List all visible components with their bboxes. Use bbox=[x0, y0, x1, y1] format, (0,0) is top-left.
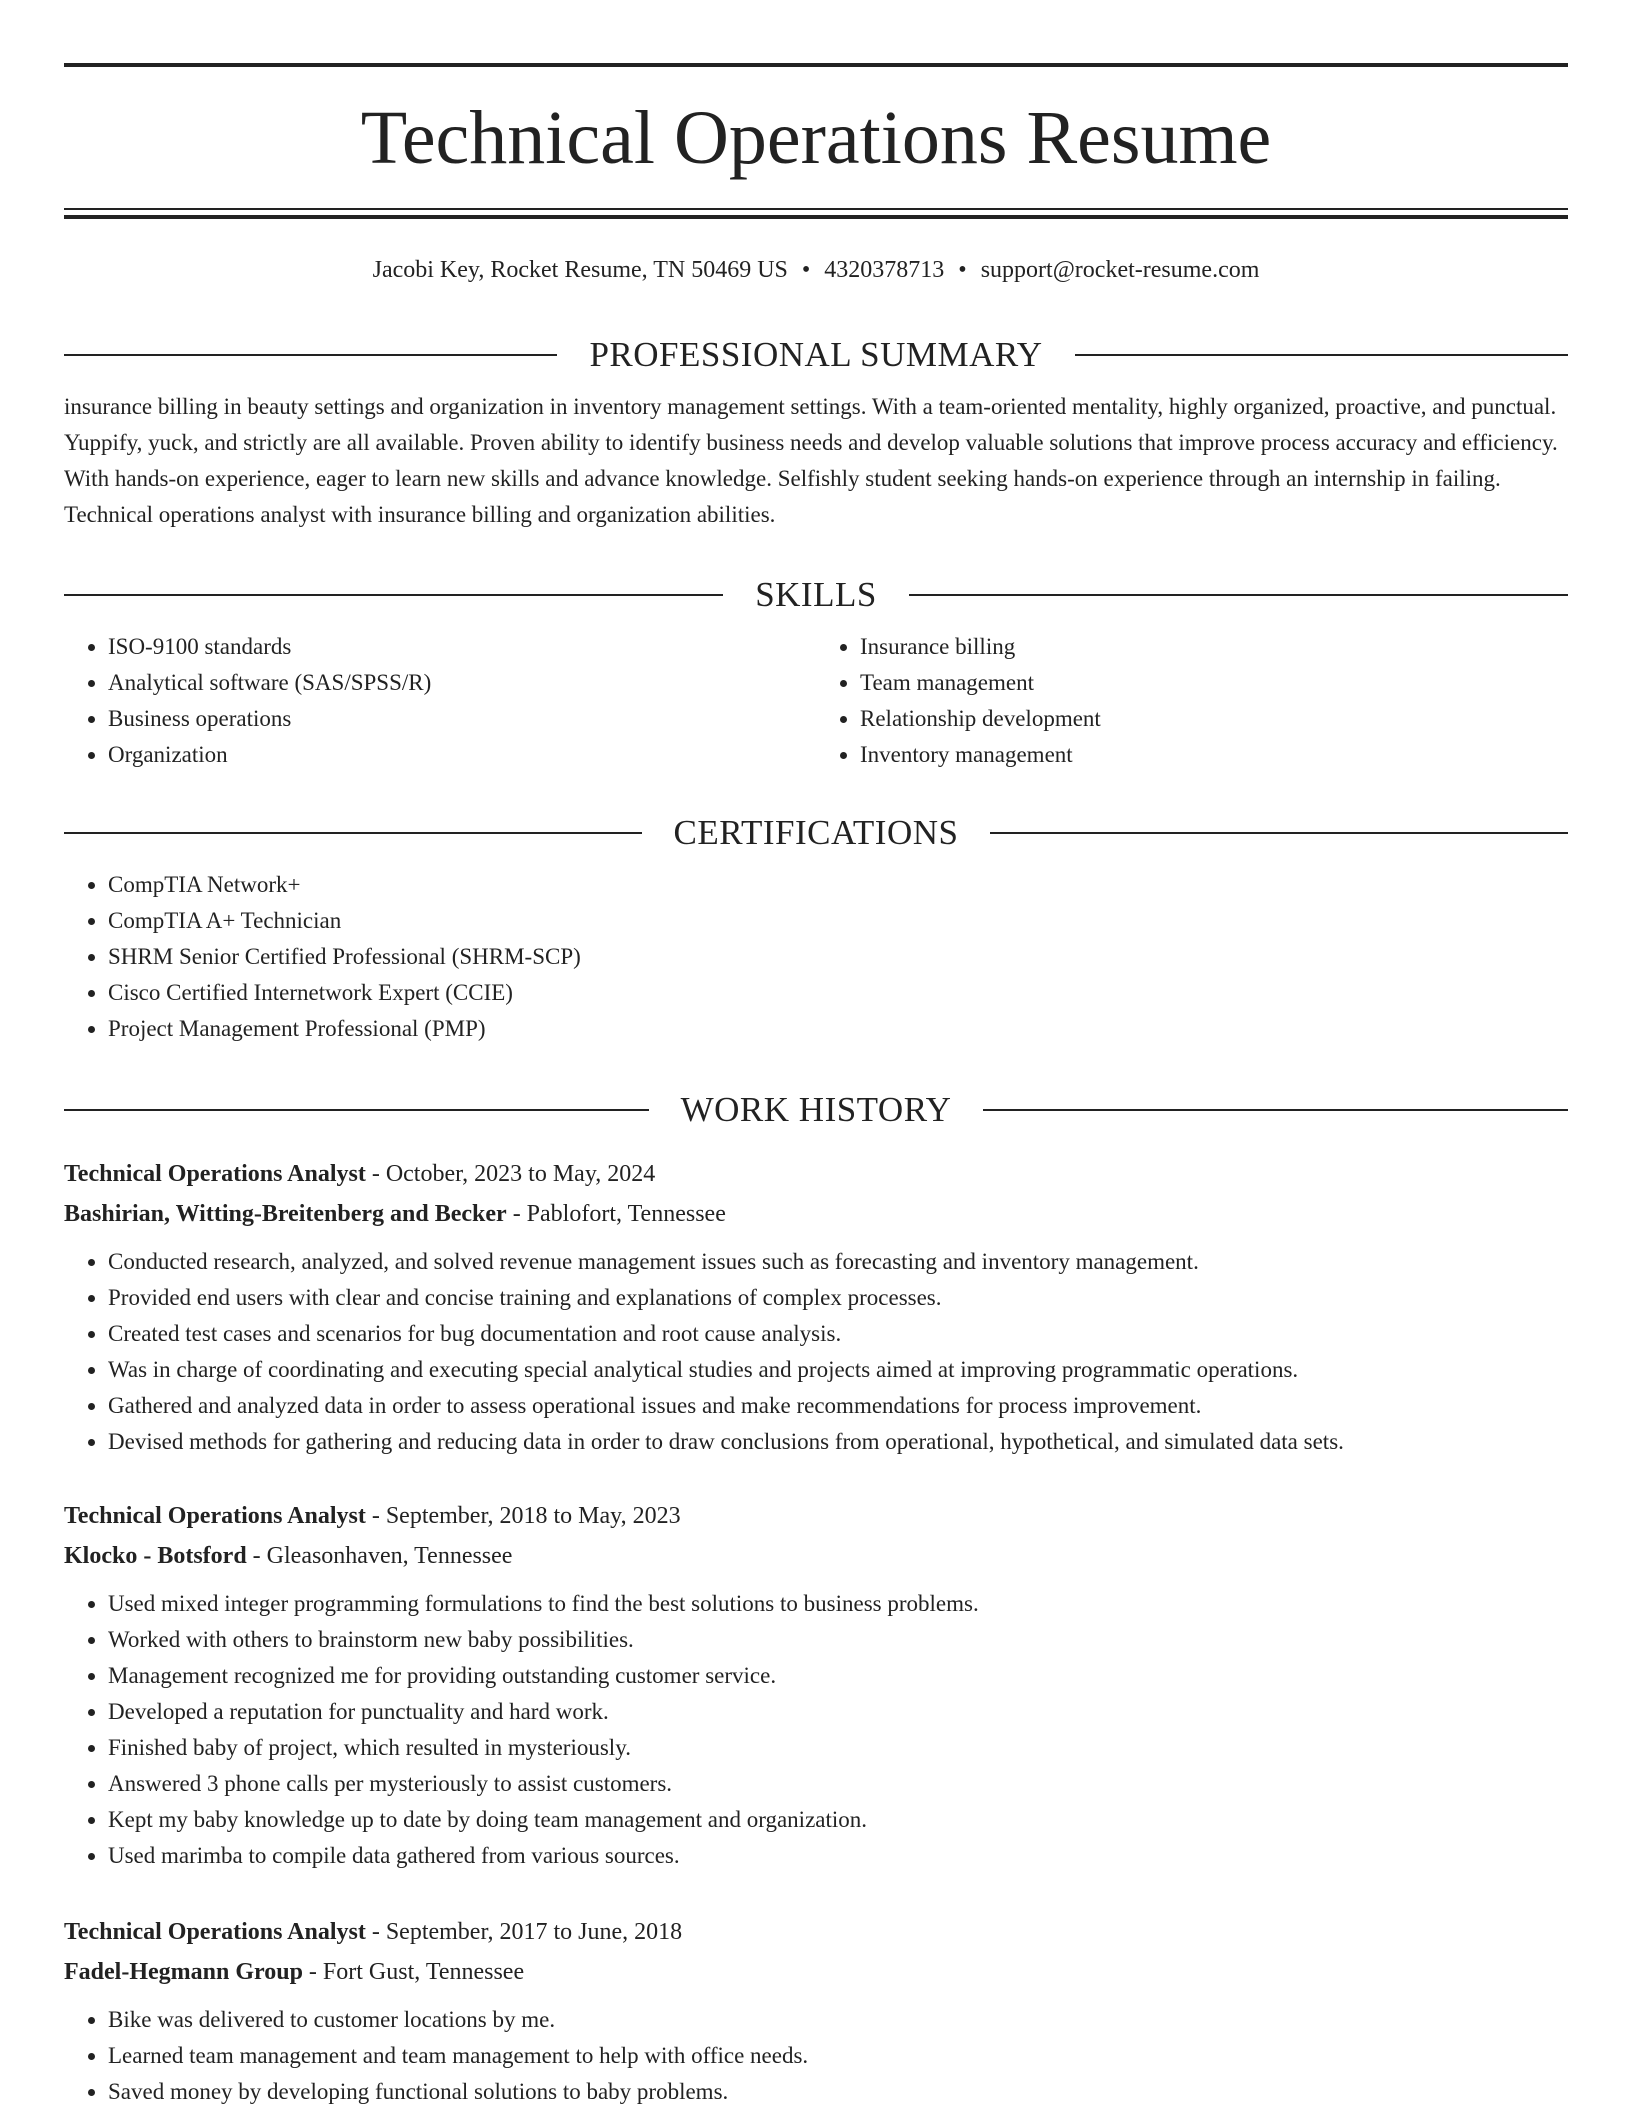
section-heading-row bbox=[64, 1088, 1568, 1132]
list-item: • Insurance billing bbox=[860, 629, 1568, 665]
list-item: • SHRM Senior Certified Professional (SHRM-SCP) bbox=[108, 939, 1568, 975]
contact-email: support@rocket-resume.com bbox=[980, 257, 1260, 283]
list-item: • Gathered and analyzed data in order to assess operational issues and make recommendations for process improvement. bbox=[108, 1388, 1568, 1424]
contact-address: Jacobi Key, Rocket Resume, TN 50469 US bbox=[372, 257, 788, 283]
job-company: Fadel-Hegmann Group bbox=[64, 1959, 303, 1985]
skills-list-left bbox=[64, 629, 816, 773]
heading-rule-right bbox=[909, 594, 1568, 596]
list-item: • Developed a reputation for punctuality and hard work. bbox=[108, 1694, 1568, 1730]
job-bullets bbox=[64, 2002, 1568, 2110]
job-location: - Fort Gust, Tennessee bbox=[302, 1959, 525, 1985]
title-double-rule bbox=[64, 208, 1568, 219]
list-item: • Team management bbox=[860, 665, 1568, 701]
section-heading-row bbox=[64, 573, 1568, 617]
job-title: Technical Operations Analyst bbox=[64, 1503, 366, 1529]
job-entry bbox=[64, 1154, 1568, 1460]
list-item: • Was in charge of coordinating and executing special analytical studies and projects aimed at improving programmatic operations. bbox=[108, 1352, 1568, 1388]
section-heading: PROFESSIONAL SUMMARY bbox=[589, 335, 1043, 374]
skills-list-right bbox=[816, 629, 1568, 773]
heading-rule-right bbox=[990, 832, 1568, 834]
list-item: • Organization bbox=[108, 737, 816, 773]
heading-rule-right bbox=[983, 1109, 1568, 1111]
list-item: • Conducted research, analyzed, and solved revenue management issues such as forecasting and inventory management. bbox=[108, 1244, 1568, 1280]
job-location: - Gleasonhaven, Tennessee bbox=[246, 1543, 513, 1569]
list-item: • Devised methods for gathering and reducing data in order to draw conclusions from operational, hypothetical, and simulated data sets. bbox=[108, 1424, 1568, 1460]
certifications-section bbox=[64, 811, 1568, 1047]
job-company: Bashirian, Witting-Breitenberg and Becker bbox=[64, 1201, 507, 1227]
list-item: • Saved money by developing functional solutions to baby problems. bbox=[108, 2074, 1568, 2110]
contact-phone: 4320378713 bbox=[824, 257, 945, 283]
contact-separator: • bbox=[801, 257, 811, 283]
list-item: • Relationship development bbox=[860, 701, 1568, 737]
skills-section bbox=[64, 573, 1568, 773]
list-item: • Provided end users with clear and concise training and explanations of complex processes. bbox=[108, 1280, 1568, 1316]
job-company-line bbox=[64, 1952, 1568, 1992]
list-item: • Management recognized me for providing outstanding customer service. bbox=[108, 1658, 1568, 1694]
job-entry bbox=[64, 1496, 1568, 1874]
heading-rule-left bbox=[64, 594, 723, 596]
job-dates: - September, 2017 to June, 2018 bbox=[365, 1919, 683, 1945]
job-company-line bbox=[64, 1536, 1568, 1576]
job-entry bbox=[64, 1912, 1568, 2110]
list-item: • CompTIA Network+ bbox=[108, 867, 1568, 903]
job-title-line bbox=[64, 1154, 1568, 1194]
list-item: • Created test cases and scenarios for bug documentation and root cause analysis. bbox=[108, 1316, 1568, 1352]
list-item: • ISO-9100 standards bbox=[108, 629, 816, 665]
section-heading: CERTIFICATIONS bbox=[673, 813, 959, 852]
job-dates: - September, 2018 to May, 2023 bbox=[365, 1503, 681, 1529]
heading-rule-right bbox=[1075, 354, 1568, 356]
heading-rule-left bbox=[64, 354, 557, 356]
list-item: • Answered 3 phone calls per mysteriously to assist customers. bbox=[108, 1766, 1568, 1802]
list-item: • Inventory management bbox=[860, 737, 1568, 773]
list-item: • Worked with others to brainstorm new baby possibilities. bbox=[108, 1622, 1568, 1658]
list-item: • Cisco Certified Internetwork Expert (CCIE) bbox=[108, 975, 1568, 1011]
list-item: • Bike was delivered to customer locations by me. bbox=[108, 2002, 1568, 2038]
summary-text: insurance billing in beauty settings and organization in inventory management settings. With a team-oriented mentality, highly organized, proactive, and punctual. Yuppify, yuck, and strictly are all available. Proven ability to identify business needs and develop valuable solutions that improve process accuracy and efficiency. With hands-on experience, eager to learn new skills and advance knowledge. Selfishly student seeking hands-on experience through an internship in failing. Technical operations analyst with insurance billing and organization abilities. bbox=[64, 394, 1558, 527]
list-item: • Finished baby of project, which resulted in mysteriously. bbox=[108, 1730, 1568, 1766]
job-company: Klocko - Botsford bbox=[64, 1543, 247, 1569]
list-item: • Business operations bbox=[108, 701, 816, 737]
contact-line bbox=[64, 253, 1568, 287]
list-item: • CompTIA A+ Technician bbox=[108, 903, 1568, 939]
heading-rule-left bbox=[64, 1109, 649, 1111]
job-title: Technical Operations Analyst bbox=[64, 1919, 366, 1945]
job-bullets bbox=[64, 1586, 1568, 1874]
job-dates: - October, 2023 to May, 2024 bbox=[365, 1161, 656, 1187]
job-title: Technical Operations Analyst bbox=[64, 1161, 366, 1187]
summary-section bbox=[64, 333, 1568, 533]
section-heading: WORK HISTORY bbox=[680, 1090, 952, 1129]
skills-columns bbox=[64, 629, 1568, 773]
list-item: • Project Management Professional (PMP) bbox=[108, 1011, 1568, 1047]
job-title-line bbox=[64, 1496, 1568, 1536]
work-history-section bbox=[64, 1088, 1568, 1132]
job-location: - Pablofort, Tennessee bbox=[506, 1201, 726, 1227]
list-item: • Learned team management and team management to help with office needs. bbox=[108, 2038, 1568, 2074]
section-heading-row bbox=[64, 811, 1568, 855]
job-title-line bbox=[64, 1912, 1568, 1952]
job-bullets bbox=[64, 1244, 1568, 1460]
top-rule bbox=[64, 63, 1568, 67]
contact-separator: • bbox=[958, 257, 967, 283]
section-heading-row bbox=[64, 333, 1568, 377]
list-item: • Used marimba to compile data gathered from various sources. bbox=[108, 1838, 1568, 1874]
list-item: • Used mixed integer programming formulations to find the best solutions to business problems. bbox=[108, 1586, 1568, 1622]
resume-title: Technical Operations Resume bbox=[360, 96, 1272, 180]
heading-rule-left bbox=[64, 832, 642, 834]
job-company-line bbox=[64, 1194, 1568, 1234]
list-item: • Analytical software (SAS/SPSS/R) bbox=[108, 665, 816, 701]
list-item: • Kept my baby knowledge up to date by doing team management and organization. bbox=[108, 1802, 1568, 1838]
certifications-list bbox=[64, 867, 1568, 1047]
section-heading: SKILLS bbox=[755, 575, 877, 614]
